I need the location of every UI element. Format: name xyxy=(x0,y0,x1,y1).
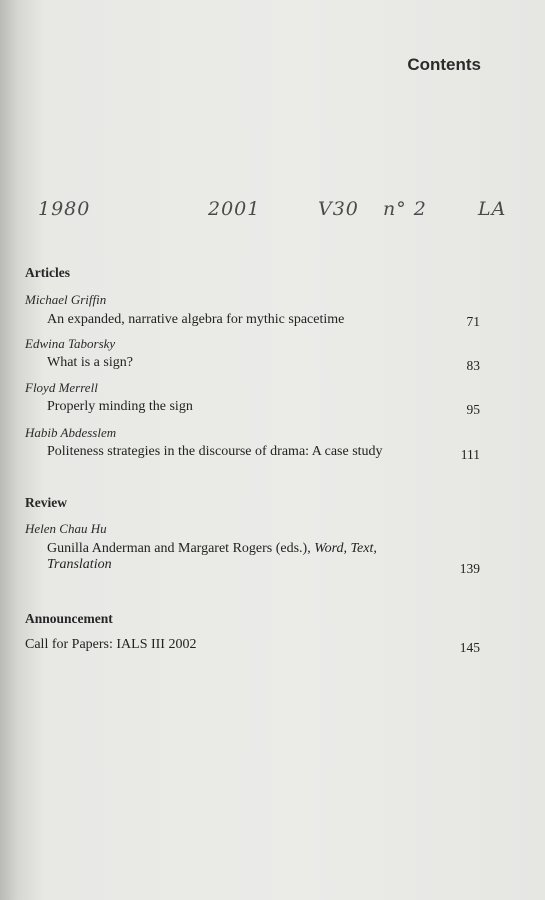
entry-title: What is a sign? xyxy=(47,355,133,370)
entry-page-number: 111 xyxy=(460,447,480,462)
handwritten-note-2: 2001 xyxy=(208,198,261,220)
entry-title: An expanded, narrative algebra for mythic spacetime xyxy=(47,312,345,327)
entry-page-number: 71 xyxy=(466,314,480,329)
handwritten-note-5: LA xyxy=(478,198,507,220)
entry-page-number: 145 xyxy=(459,640,480,655)
handwritten-note-4: n° 2 xyxy=(383,198,427,220)
entry-page-number: 95 xyxy=(466,402,480,417)
entry-title: Call for Papers: IALS III 2002 xyxy=(25,637,197,652)
entry-title: Politeness strategies in the discourse of drama: A case study xyxy=(47,444,383,459)
handwritten-note-3: V30 xyxy=(318,198,359,220)
entry-author: Edwina Taborsky xyxy=(25,336,116,351)
entry-title-continued: Translation xyxy=(47,557,112,572)
section-heading-review: Review xyxy=(25,495,67,510)
entry-author: Habib Abdesslem xyxy=(25,425,117,440)
section-heading-articles: Articles xyxy=(25,265,70,280)
page-title: Contents xyxy=(407,55,481,74)
entry-title-italic: Word, Text, xyxy=(314,541,377,556)
entry-page-number: 139 xyxy=(459,561,480,576)
handwritten-note-1: 1980 xyxy=(38,198,91,220)
entry-title-text: Gunilla Anderman and Margaret Rogers (eds.), xyxy=(47,541,315,556)
entry-author: Michael Griffin xyxy=(25,292,107,307)
entry-author: Helen Chau Hu xyxy=(25,521,107,536)
entry-title: Properly minding the sign xyxy=(47,399,193,414)
entry-page-number: 83 xyxy=(466,358,480,373)
entry-title xyxy=(47,541,377,557)
entry-author: Floyd Merrell xyxy=(25,380,98,395)
section-heading-announcement: Announcement xyxy=(25,611,113,626)
